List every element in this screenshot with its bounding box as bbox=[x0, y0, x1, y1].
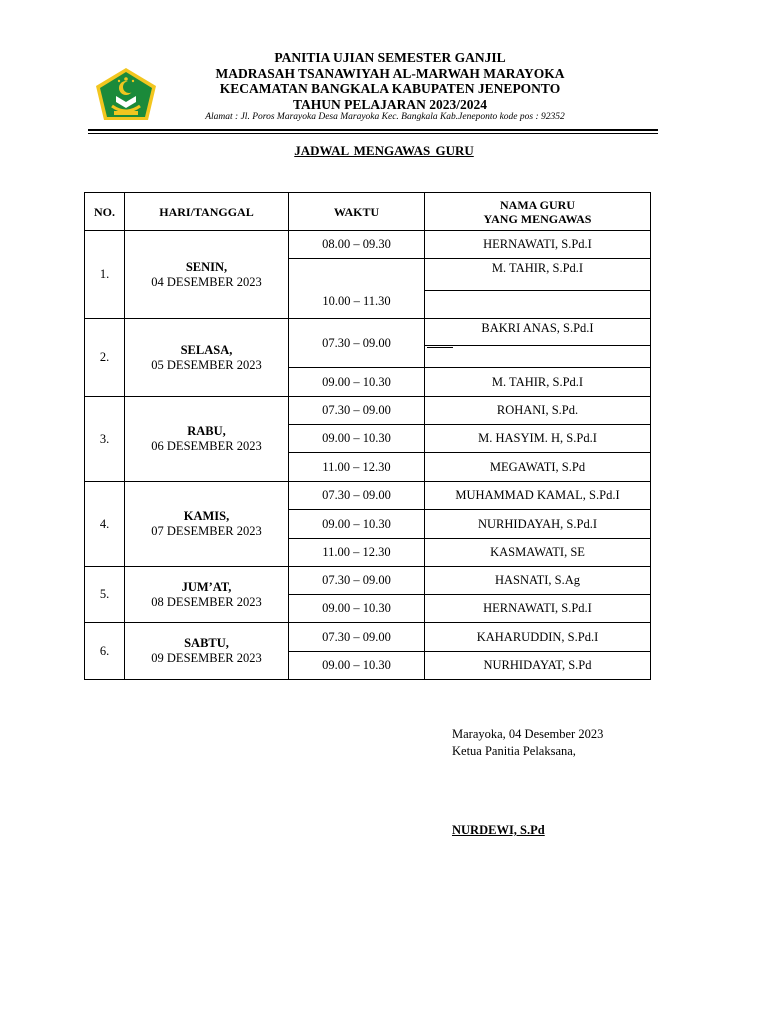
signer-role: Ketua Panitia Pelaksana, bbox=[452, 744, 576, 758]
day-date-cell bbox=[125, 397, 289, 482]
teacher-cell: KAHARUDDIN, S.Pd.I bbox=[425, 623, 651, 652]
time-cell bbox=[289, 259, 425, 319]
row-number: 3. bbox=[85, 397, 125, 482]
day-date: 09 DESEMBER 2023 bbox=[151, 651, 262, 665]
day-name: SENIN, bbox=[185, 259, 228, 274]
day-date: 04 DESEMBER 2023 bbox=[151, 274, 262, 289]
header-line-school: MADRASAH TSANAWIYAH AL-MARWAH MARAYOKA bbox=[215, 65, 565, 81]
signature-block bbox=[452, 726, 603, 760]
teacher-cell bbox=[425, 259, 651, 319]
table-row bbox=[85, 567, 651, 595]
document-title: JADWAL MENGAWAS GURU bbox=[294, 143, 474, 158]
day-date: 08 DESEMBER 2023 bbox=[151, 594, 262, 609]
time-cell: 09.00 – 10.30 bbox=[289, 595, 425, 623]
place-and-date: Marayoka, 04 Desember 2023 bbox=[452, 727, 604, 741]
header-no: NO. bbox=[85, 193, 125, 231]
time-cell: 09.00 – 10.30 bbox=[289, 368, 425, 397]
time-cell: 11.00 – 12.30 bbox=[289, 453, 425, 482]
header-teacher-line1: NAMA GURU bbox=[500, 197, 575, 212]
time-cell: 09.00 – 10.30 bbox=[289, 652, 425, 680]
teacher-cell: M. HASYIM. H, S.Pd.I bbox=[425, 425, 651, 453]
teacher-cell: HERNAWATI, S.Pd.I bbox=[425, 595, 651, 623]
time-cell: 07.30 – 09.00 bbox=[289, 567, 425, 595]
table-header-row bbox=[85, 193, 651, 231]
day-date-cell bbox=[125, 319, 289, 397]
time-cell: 09.00 – 10.30 bbox=[289, 510, 425, 539]
header-line-year: TAHUN PELAJARAN 2023/2024 bbox=[292, 96, 487, 112]
table-row bbox=[85, 319, 651, 368]
cell-divider-stub bbox=[427, 347, 453, 348]
header-teacher bbox=[425, 193, 651, 231]
cell-divider-line bbox=[425, 345, 650, 346]
time-cell: 11.00 – 12.30 bbox=[289, 539, 425, 567]
time-cell: 07.30 – 09.00 bbox=[289, 623, 425, 652]
day-name: JUM’AT, bbox=[181, 579, 232, 594]
ministry-of-religious-affairs-emblem-icon bbox=[94, 66, 158, 122]
teacher-cell: M. TAHIR, S.Pd.I bbox=[425, 368, 651, 397]
day-date-cell bbox=[125, 623, 289, 680]
day-name: RABU, bbox=[187, 424, 226, 438]
time-cell: 07.30 – 09.00 bbox=[289, 397, 425, 425]
teacher-cell: NURHIDAYAH, S.Pd.I bbox=[425, 510, 651, 539]
row-number: 1. bbox=[85, 231, 125, 319]
teacher-cell: KASMAWATI, SE bbox=[425, 539, 651, 567]
table-row bbox=[85, 397, 651, 425]
time-text: 10.00 – 11.30 bbox=[322, 294, 391, 308]
table-row bbox=[85, 623, 651, 652]
row-number: 4. bbox=[85, 482, 125, 567]
teacher-name: BAKRI ANAS, S.Pd.I bbox=[481, 321, 594, 335]
day-name: SABTU, bbox=[184, 636, 229, 650]
row-number: 5. bbox=[85, 567, 125, 623]
teacher-name: M. TAHIR, S.Pd.I bbox=[491, 261, 584, 275]
table-row bbox=[85, 482, 651, 510]
letterhead-rule-thick bbox=[88, 129, 658, 131]
school-address: Alamat : Jl. Poros Marayoka Desa Marayoka Kec. Bangkala Kab.Jeneponto kode pos : 92352 bbox=[205, 112, 565, 122]
time-cell: 07.30 – 09.00 bbox=[289, 319, 425, 368]
letterhead bbox=[170, 50, 610, 112]
teacher-cell bbox=[425, 319, 651, 368]
header-teacher-line2: YANG MENGAWAS bbox=[483, 211, 592, 226]
cell-divider-line bbox=[425, 290, 650, 291]
header-day-date: HARI/TANGGAL bbox=[125, 193, 289, 231]
header-line-committee: PANITIA UJIAN SEMESTER GANJIL bbox=[274, 50, 506, 65]
time-cell: 07.30 – 09.00 bbox=[289, 482, 425, 510]
day-date: 07 DESEMBER 2023 bbox=[151, 524, 262, 538]
day-date-cell bbox=[125, 567, 289, 623]
time-cell: 08.00 – 09.30 bbox=[289, 231, 425, 259]
day-date-cell bbox=[125, 482, 289, 567]
teacher-cell: MUHAMMAD KAMAL, S.Pd.I bbox=[425, 482, 651, 510]
teacher-cell: MEGAWATI, S.Pd bbox=[425, 453, 651, 482]
time-cell: 09.00 – 10.30 bbox=[289, 425, 425, 453]
day-date: 05 DESEMBER 2023 bbox=[151, 357, 262, 372]
day-name: KAMIS, bbox=[183, 509, 230, 523]
invigilator-schedule-table bbox=[84, 192, 651, 680]
day-date: 06 DESEMBER 2023 bbox=[151, 439, 262, 453]
header-line-district: KECAMATAN BANGKALA KABUPATEN JENEPONTO bbox=[219, 81, 561, 97]
row-number: 6. bbox=[85, 623, 125, 680]
row-number: 2. bbox=[85, 319, 125, 397]
table-row bbox=[85, 231, 651, 259]
day-name: SELASA, bbox=[180, 342, 233, 357]
teacher-cell: HERNAWATI, S.Pd.I bbox=[425, 231, 651, 259]
teacher-cell: HASNATI, S.Ag bbox=[425, 567, 651, 595]
teacher-cell: ROHANI, S.Pd. bbox=[425, 397, 651, 425]
teacher-cell: NURHIDAYAT, S.Pd bbox=[425, 652, 651, 680]
header-time: WAKTU bbox=[289, 193, 425, 231]
signer-name: NURDEWI, S.Pd bbox=[452, 823, 545, 837]
day-date-cell bbox=[125, 231, 289, 319]
letterhead-rule-thin bbox=[88, 133, 658, 134]
